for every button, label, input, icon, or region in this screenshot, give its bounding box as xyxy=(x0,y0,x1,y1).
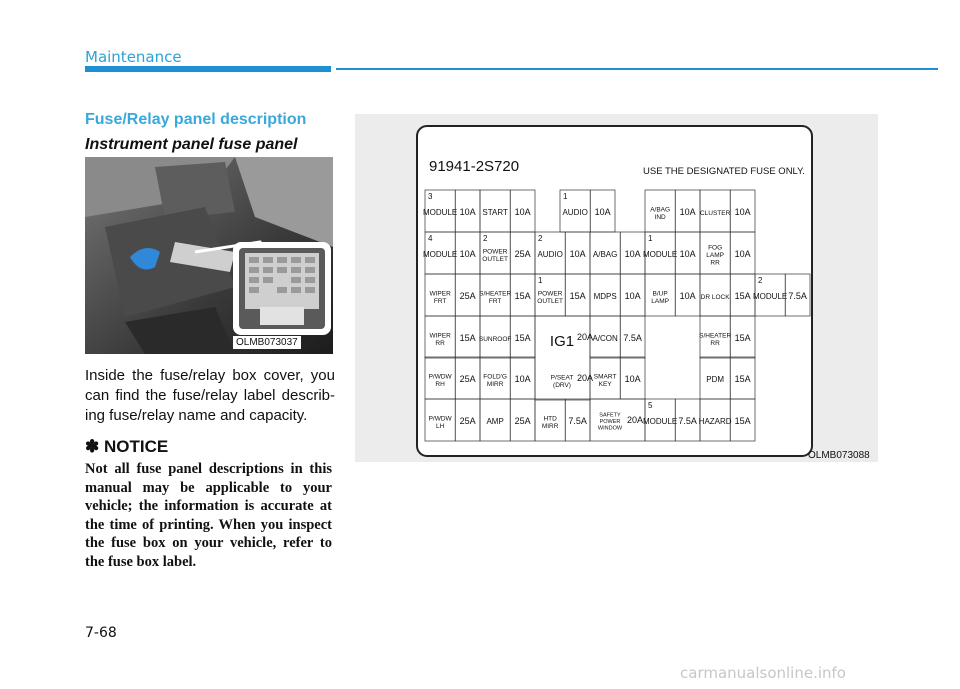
fuse-name: P/WDW xyxy=(428,415,452,423)
fuse-name: HTD xyxy=(543,415,557,423)
fuse-name: LAMP xyxy=(651,297,669,305)
fuse-name: MODULE xyxy=(423,208,458,217)
fuse-name: HAZARD xyxy=(698,417,732,426)
fuse-number: 5 xyxy=(648,401,653,410)
header-rule-thin xyxy=(336,68,938,70)
fuse-number: 1 xyxy=(538,276,543,285)
fuse-rating: 15A xyxy=(569,291,586,301)
fuse-name: SUNROOF xyxy=(478,336,512,343)
safety-rating: 20A xyxy=(626,415,644,425)
fuse-name: MODULE xyxy=(753,292,788,301)
fuse-name: RR xyxy=(710,259,720,267)
fuse-name: WIPER xyxy=(429,332,451,340)
fuse-rating: 7.5A xyxy=(623,333,642,343)
fuse-rating: 7.5A xyxy=(678,416,697,426)
fuse-number: 3 xyxy=(428,192,433,201)
fuse-name: FRT xyxy=(433,297,447,305)
ig1-rating: 20A xyxy=(576,332,594,342)
fuse-name: DR LOCK xyxy=(700,294,730,301)
ig1-seat-label: P/SEAT xyxy=(550,374,574,382)
page-subheading: Instrument panel fuse panel xyxy=(85,136,298,153)
fuse-number: 2 xyxy=(483,234,488,243)
fuse-number: 4 xyxy=(428,234,433,243)
page-number: 7-68 xyxy=(85,625,117,641)
fuse-name: MDPS xyxy=(593,292,617,301)
fuse-name: LH xyxy=(435,422,445,430)
fuse-name: FOLD'G xyxy=(483,373,507,381)
part-number: 91941-2S720 xyxy=(429,158,520,175)
page-heading: Fuse/Relay panel description xyxy=(85,111,307,128)
fuse-rating: 25A xyxy=(514,416,531,426)
fuse-rating: 10A xyxy=(624,291,641,301)
fuse-name: OUTLET xyxy=(482,255,508,263)
fuse-name: CLUSTER xyxy=(699,210,731,217)
fuse-rating: 25A xyxy=(459,416,476,426)
fuse-rating: 10A xyxy=(624,374,641,384)
fuse-name: FRT xyxy=(488,297,502,305)
fuse-name: AUDIO xyxy=(537,250,563,259)
fuse-rating: 10A xyxy=(679,291,696,301)
fuse-rating: 10A xyxy=(734,207,751,217)
fuse-name: A/BAG xyxy=(592,250,618,259)
fuse-rating: 10A xyxy=(459,249,476,259)
fuse-name: RR xyxy=(710,339,720,347)
fuse-rating: 10A xyxy=(594,207,611,217)
fuse-panel-photo xyxy=(85,157,333,354)
fuse-number: 2 xyxy=(758,276,763,285)
fuse-rating: 15A xyxy=(734,333,751,343)
fuse-name: SMART xyxy=(593,373,617,381)
notice-text: Not all fuse panel descriptions in this manual may be applicable to your vehicle; the information is accurate at the time of printing. When you inspect the fuse box on your vehicle, refer to the fuse box label. xyxy=(85,461,332,570)
fuse-name: RH xyxy=(435,380,445,388)
watermark: carmanualsonline.info xyxy=(680,664,846,682)
fuse-rating: 10A xyxy=(514,207,531,217)
fuse-name: RR xyxy=(435,339,445,347)
fuse-rating: 10A xyxy=(734,249,751,259)
fuse-name: PDM xyxy=(706,375,725,384)
fuse-name: P/WDW xyxy=(428,373,452,381)
fuse-rating: 15A xyxy=(734,416,751,426)
fuse-rating: 15A xyxy=(734,291,751,301)
fuse-rating: 7.5A xyxy=(568,416,587,426)
fuse-name: LAMP xyxy=(706,252,724,259)
ig1-label: IG1 xyxy=(549,333,575,350)
fuse-name: AMP xyxy=(486,417,504,426)
ig1-seat-label: (DRV) xyxy=(553,381,571,389)
fuse-name: MODULE xyxy=(643,250,678,259)
instruction-text: USE THE DESIGNATED FUSE ONLY. xyxy=(643,166,805,177)
safety-label: SAFETY xyxy=(599,412,621,419)
fuse-rating: 10A xyxy=(514,374,531,384)
fuse-rating: 25A xyxy=(514,249,531,259)
fuse-name: MIRR xyxy=(541,422,559,430)
fuse-name: KEY xyxy=(598,380,612,388)
fuse-name: B/UP xyxy=(652,290,668,298)
fuse-name: MODULE xyxy=(423,250,458,259)
diagram-code: OLMB073088 xyxy=(808,450,870,461)
fuse-name: S/HEATER xyxy=(699,332,732,340)
photo-code: OLMB073037 xyxy=(233,336,301,349)
fuse-rating: 15A xyxy=(734,374,751,384)
fuse-rating: 25A xyxy=(459,374,476,384)
safety-label: POWER xyxy=(599,419,621,425)
fuse-rating: 10A xyxy=(679,249,696,259)
fuse-diagram xyxy=(355,114,878,462)
fuse-name: POWER xyxy=(482,248,508,256)
fuse-rating: 7.5A xyxy=(788,291,807,301)
fuse-rating: 15A xyxy=(514,333,531,343)
fuse-rating: 10A xyxy=(569,249,586,259)
fuse-name: A/CON xyxy=(592,334,618,343)
fuse-number: 1 xyxy=(648,234,653,243)
header-rule-thick xyxy=(85,66,331,72)
fuse-name: S/HEATER xyxy=(479,290,512,298)
fuse-name: WIPER xyxy=(429,290,451,298)
body-paragraph: Inside the fuse/relay box cover, you can find the fuse/relay label describ-ing fuse/relay name and capacity. xyxy=(85,367,335,424)
fuse-number: 2 xyxy=(538,234,543,243)
ig1-seat-rating: 20A xyxy=(576,373,594,383)
fuse-name: POWER xyxy=(537,290,563,298)
fuse-number: 1 xyxy=(563,192,568,201)
notice-title: ✽ NOTICE xyxy=(85,437,169,456)
fuse-rating: 10A xyxy=(459,207,476,217)
fuse-rating: 15A xyxy=(514,291,531,301)
fuse-rating: 25A xyxy=(459,291,476,301)
fuse-name: MIRR xyxy=(486,380,504,388)
section-title: Maintenance xyxy=(85,48,182,66)
fuse-name: IND xyxy=(654,213,666,221)
fuse-rating: 15A xyxy=(459,333,476,343)
safety-label: WINDOW xyxy=(597,425,623,432)
fuse-name: FOG xyxy=(708,244,723,252)
fuse-rating: 10A xyxy=(624,249,641,259)
fuse-name: OUTLET xyxy=(537,297,563,305)
fuse-name: A/BAG xyxy=(650,206,671,214)
fuse-name: MODULE xyxy=(643,417,678,426)
fuse-rating: 10A xyxy=(679,207,696,217)
fuse-name: AUDIO xyxy=(562,208,588,217)
fuse-name: START xyxy=(482,208,508,217)
